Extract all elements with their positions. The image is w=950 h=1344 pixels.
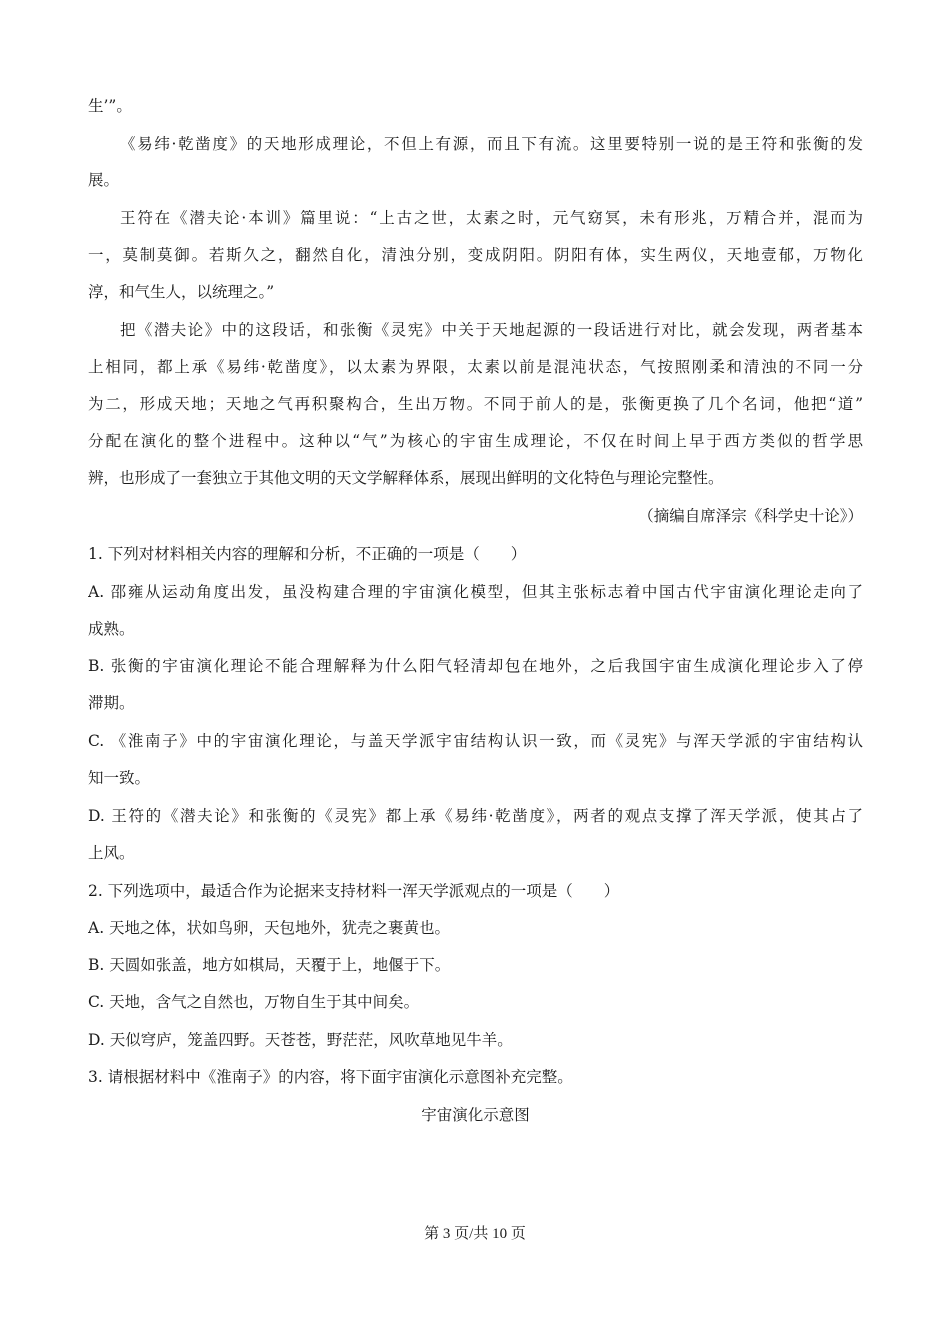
- figure-title: 宇宙演化示意图: [421, 1106, 530, 1124]
- question-1-option-a-line-2: 成熟。: [88, 620, 135, 638]
- paragraph-2-line-1: 王符在《潜夫论·本训》篇里说：“上古之世，太素之时，元气窈冥，未有形兆，万精合并，混而为: [120, 209, 863, 227]
- paragraph-2-line-2: 一，莫制莫御。若斯久之，翻然自化，清浊分别，变成阴阳。阴阳有体，实生两仪，天地壹郁，万物化: [88, 246, 863, 264]
- question-2-stem: 2. 下列选项中，最适合作为论据来支持材料一浑天学派观点的一项是（ ）: [88, 882, 620, 900]
- question-1-option-b-line-2: 滞期。: [88, 694, 135, 712]
- paragraph-1-line-1: 《易纬·乾凿度》的天地形成理论，不但上有源，而且下有流。这里要特别一说的是王符和张衡的发: [120, 135, 863, 153]
- question-1-option-b-line-1: B. 张衡的宇宙演化理论不能合理解释为什么阳气轻清却包在地外，之后我国宇宙生成演化理论步入了停: [88, 657, 863, 675]
- paragraph-3-line-4: 分配在演化的整个进程中。这种以“气”为核心的宇宙生成理论，不仅在时间上早于西方类似的哲学思: [88, 432, 863, 450]
- question-2-option-b: B. 天圆如张盖，地方如棋局，天覆于上，地偃于下。: [88, 956, 451, 974]
- paragraph-3-line-3: 为二，形成天地；天地之气再积聚构合，生出万物。不同于前人的是，张衡更换了几个名词，他把“道”: [88, 395, 863, 413]
- question-2-option-a: A. 天地之体，状如鸟卵，天包地外，犹壳之裹黄也。: [88, 919, 451, 937]
- question-1-option-c-line-2: 知一致。: [88, 769, 151, 787]
- question-1-stem: 1. 下列对材料相关内容的理解和分析，不正确的一项是（ ）: [88, 545, 527, 563]
- question-1-option-d-line-1: D. 王符的《潜夫论》和张衡的《灵宪》都上承《易纬·乾凿度》，两者的观点支撑了浑天学派，使其占了: [88, 807, 863, 825]
- page-number: 第 3 页/共 10 页: [424, 1226, 526, 1242]
- paragraph-3-line-5: 辨，也形成了一套独立于其他文明的天文学解释体系，展现出鲜明的文化特色与理论完整性。: [88, 469, 724, 487]
- passage-line: 生’”。: [88, 97, 132, 115]
- paragraph-3-line-1: 把《潜夫论》中的这段话，和张衡《灵宪》中关于天地起源的一段话进行对比，就会发现，两者基本: [120, 321, 863, 339]
- paragraph-1-line-2: 展。: [88, 171, 120, 189]
- paragraph-2-line-3: 淳，和气生人，以统理之。”: [88, 283, 275, 301]
- question-3-stem: 3. 请根据材料中《淮南子》的内容，将下面宇宙演化示意图补充完整。: [88, 1068, 573, 1086]
- question-2-option-c: C. 天地，含气之自然也，万物自生于其中间矣。: [88, 993, 420, 1011]
- source-citation: （摘编自席泽宗《科学史十论》）: [638, 507, 863, 525]
- question-1-option-d-line-2: 上风。: [88, 844, 135, 862]
- paragraph-3-line-2: 上相同，都上承《易纬·乾凿度》，以太素为界限，太素以前是混沌状态，气按照刚柔和清浊的不同一分: [88, 358, 863, 376]
- question-2-option-d: D. 天似穹庐，笼盖四野。天苍苍，野茫茫，风吹草地见牛羊。: [88, 1031, 513, 1049]
- question-1-option-a-line-1: A. 邵雍从运动角度出发，虽没构建合理的宇宙演化模型，但其主张标志着中国古代宇宙演化理论走向了: [88, 583, 863, 601]
- question-1-option-c-line-1: C. 《淮南子》中的宇宙演化理论，与盖天学派宇宙结构认识一致，而《灵宪》与浑天学派的宇宙结构认: [88, 732, 863, 750]
